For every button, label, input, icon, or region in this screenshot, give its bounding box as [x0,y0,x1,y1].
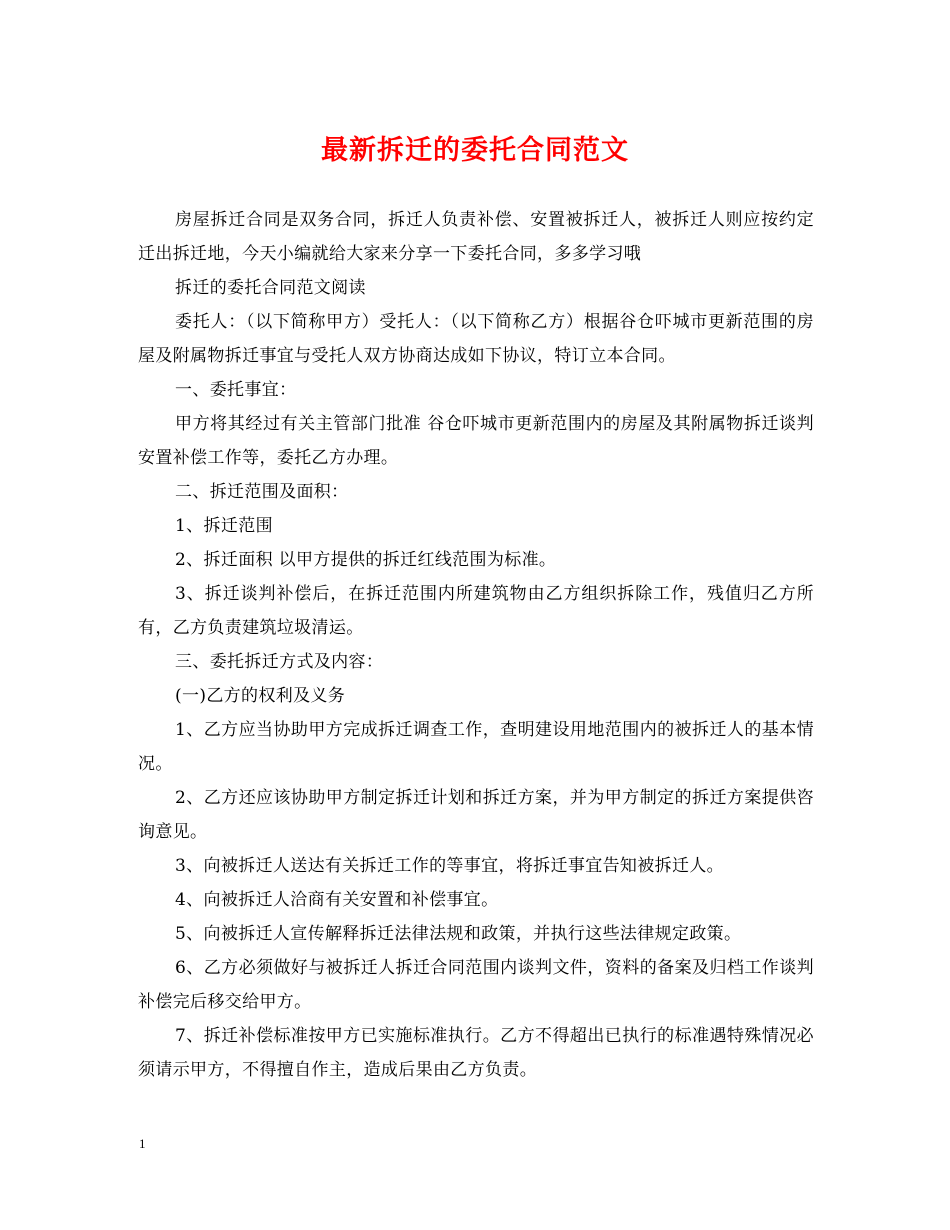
paragraph: 拆迁的委托合同范文阅读 [175,278,366,298]
list-item: 3、拆迁谈判补偿后，在拆迁范围内所建筑物由乙方组织拆除工作，残值归乙方所有，乙方负责建筑垃圾清运。 [138,584,814,638]
document-body [138,203,814,1087]
list-item: 5、向被拆迁人宣传解释拆迁法律法规和政策，并执行这些法律规定政策。 [175,924,742,944]
list-item: 1、拆迁范围 [175,516,273,536]
page-number: 1 [139,1136,146,1151]
subsection-heading: (一)乙方的权利及义务 [175,686,346,706]
list-item: 6、乙方必须做好与被拆迁人拆迁合同范围内谈判文件，资料的备案及归档工作谈判补偿完后移交给甲方。 [138,958,814,1012]
list-item: 2、乙方还应该协助甲方制定拆迁计划和拆迁方案，并为甲方制定的拆迁方案提供咨询意见。 [138,788,814,842]
document-title: 最新拆迁的委托合同范文 [321,135,629,166]
list-item: 1、乙方应当协助甲方完成拆迁调查工作，查明建设用地范围内的被拆迁人的基本情况。 [138,720,814,774]
list-item: 2、拆迁面积 以甲方提供的拆迁红线范围为标准。 [175,550,557,570]
section-heading: 三、委托拆迁方式及内容： [175,652,384,672]
list-item: 7、拆迁补偿标准按甲方已实施标准执行。乙方不得超出已执行的标准遇特殊情况必须请示甲方，不得擅自作主，造成后果由乙方负责。 [138,1026,814,1080]
paragraph: 委托人：（以下简称甲方）受托人：（以下简称乙方）根据谷仓吓城市更新范围的房屋及附属物拆迁事宜与受托人双方协商达成如下协议，特订立本合同。 [138,312,814,366]
paragraph: 房屋拆迁合同是双务合同，拆迁人负责补偿、安置被拆迁人，被拆迁人则应按约定迁出拆迁地，今天小编就给大家来分享一下委托合同，多多学习哦 [138,210,814,264]
list-item: 4、向被拆迁人洽商有关安置和补偿事宜。 [175,890,499,910]
section-heading: 一、委托事宜： [175,380,297,400]
list-item: 3、向被拆迁人送达有关拆迁工作的等事宜，将拆迁事宜告知被拆迁人。 [175,856,725,876]
paragraph: 甲方将其经过有关主管部门批准 谷仓吓城市更新范围内的房屋及其附属物拆迁谈判安置补偿工作等，委托乙方办理。 [138,414,814,468]
section-heading: 二、拆迁范围及面积： [175,482,349,502]
